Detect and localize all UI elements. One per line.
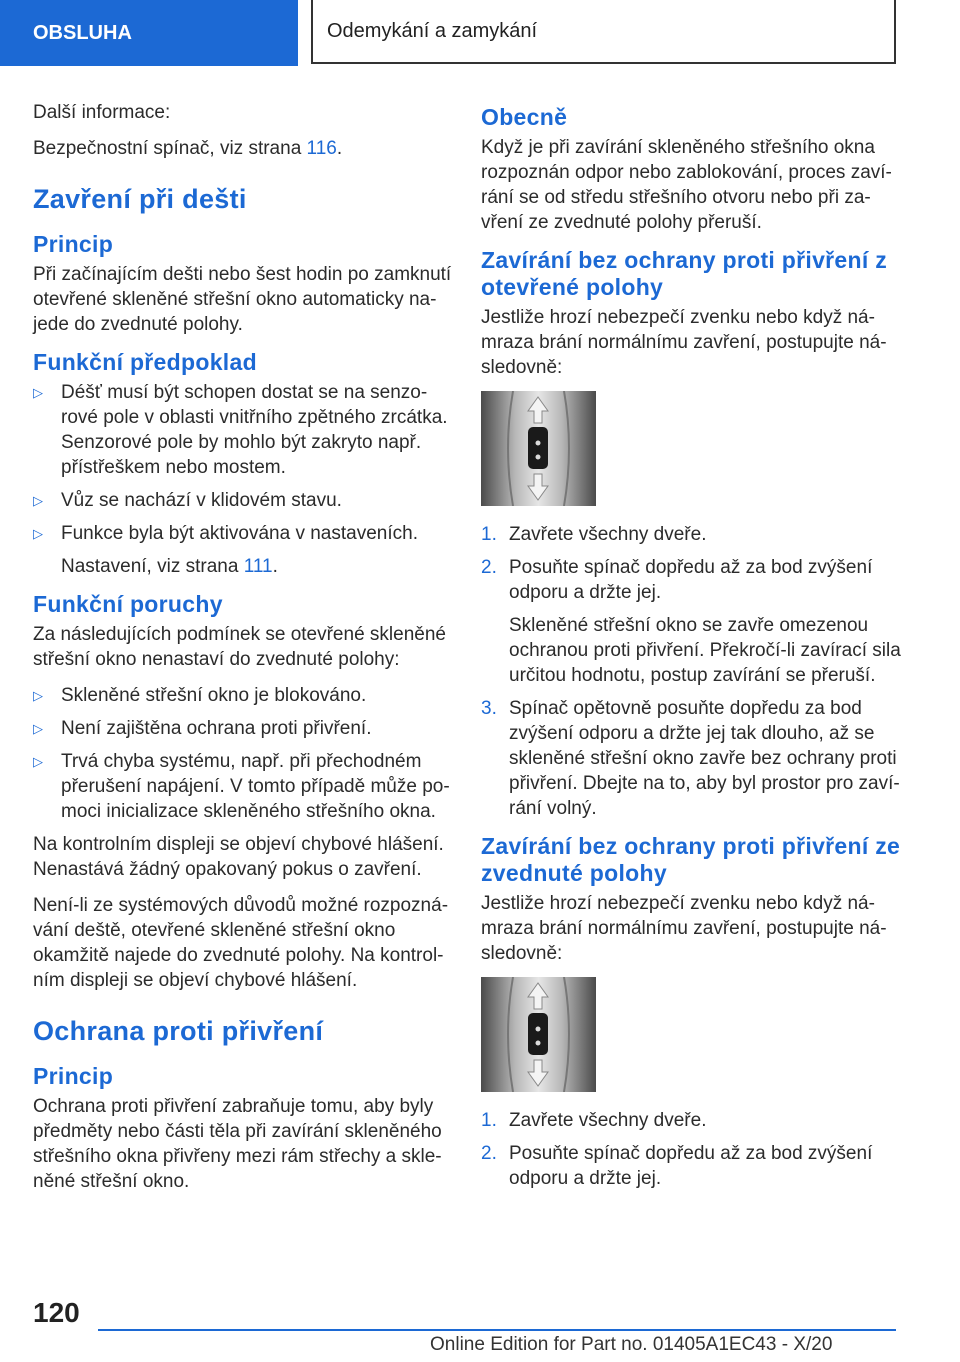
more-info-label: Další informace: xyxy=(33,102,171,123)
triangle-right-icon: ▷ xyxy=(33,493,43,508)
step-item xyxy=(481,522,901,547)
general-heading: Obecně xyxy=(481,104,568,130)
pinch-principle-heading: Princip xyxy=(33,1063,114,1089)
roof-switch-illustration xyxy=(481,391,596,506)
triangle-right-icon: ▷ xyxy=(33,526,43,541)
step-item xyxy=(481,555,901,688)
fault-list xyxy=(33,683,453,824)
fault-heading: Funkční poruchy xyxy=(33,591,223,617)
rain-principle-heading: Princip xyxy=(33,231,114,257)
section-tab: OBSLUHA xyxy=(0,0,298,66)
list-item xyxy=(33,488,453,513)
ref-end: . xyxy=(272,556,278,577)
prerequisite-heading: Funkční předpoklad xyxy=(33,349,257,375)
step-text: Spínač opětovně posuňte dopředu za bod zvýšení odporu a držte jej tak dlouho, až se skleněné střešní okno zavře bez ochrany proti přivření. Dbejte na to, aby byl prostor pro zaví-rání volný. xyxy=(509,698,900,819)
list-item-text: Skleněné střešní okno je blokováno. xyxy=(61,685,367,706)
ref-text: Nastavení, viz strana xyxy=(61,556,244,577)
rain-closing-heading: Zavření při dešti xyxy=(33,184,247,214)
open-closing-intro: Jestliže hrozí nebezpečí zvenku nebo když ná-mraza brání normálnímu zavření, postupujte ná-sledovně: xyxy=(481,307,887,378)
open-closing-steps xyxy=(481,522,901,821)
pinch-principle-text: Ochrana proti přivření zabraňuje tomu, aby byly předměty nebo části těla při zavírání skleněného střešního okna přivřeny mezi rám střechy a skle-něné střešní okno. xyxy=(33,1096,442,1192)
page-link-116[interactable]: 116 xyxy=(306,138,337,159)
list-item xyxy=(33,749,453,824)
ref-end: . xyxy=(336,138,343,159)
step-item xyxy=(481,1141,901,1191)
step-text: Posuňte spínač dopředu až za bod zvýšení odporu a držte jej. xyxy=(509,557,873,603)
fault-message-2: Není-li ze systémových důvodů možné rozpozná-vání deště, otevřené skleněné střešní okno okamžitě najede do zvednuté polohy. Na kontrol-ním displeji se objeví chybové hlášení. xyxy=(33,895,449,991)
list-item xyxy=(33,683,453,708)
rain-principle-text: Při začínajícím dešti nebo šest hodin po zamknutí otevřené skleněné střešní okno automaticky na-jede do zvednuté polohy. xyxy=(33,264,452,335)
list-item-text: Trvá chyba systému, např. při přechodném přerušení napájení. V tomto případě může po-moci inicializace skleněného střešního okna. xyxy=(61,751,450,822)
step-text: Zavřete všechny dveře. xyxy=(509,524,707,545)
list-item xyxy=(33,380,453,480)
triangle-right-icon: ▷ xyxy=(33,754,43,769)
raised-closing-intro: Jestliže hrozí nebezpečí zvenku nebo když ná-mraza brání normálnímu zavření, postupujte ná-sledovně: xyxy=(481,893,887,964)
step-number: 2. xyxy=(481,1143,497,1164)
triangle-right-icon: ▷ xyxy=(33,385,43,400)
general-text: Když je při zavírání skleněného střešního okna rozpoznán odpor nebo zablokování, proces zaví-rání se od středu střešního otvoru nebo při za-vření ze zvednuté polohy přeruší. xyxy=(481,137,892,233)
step-item xyxy=(481,696,901,821)
list-item xyxy=(33,521,453,579)
step-number: 3. xyxy=(481,698,497,719)
triangle-right-icon: ▷ xyxy=(33,688,43,703)
footer-divider xyxy=(98,1329,896,1331)
pinch-protection-heading: Ochrana proti přivření xyxy=(33,1016,324,1046)
prerequisite-list xyxy=(33,380,453,579)
list-item-text: Déšť musí být schopen dostat se na senzo-rové pole v oblasti vnitřního zpětného zrcátka. Senzorové pole by mohlo být zakryto např. přístřeškem nebo mostem. xyxy=(61,382,448,478)
page-number: 120 xyxy=(33,1297,80,1328)
step-note: Skleněné střešní okno se zavře omezenou ochranou proti přivření. Překročí-li zavírací sila určitou hodnotu, postup zavírání se přeruší. xyxy=(509,615,901,686)
list-item xyxy=(33,716,453,741)
list-item-text: Funkce byla být aktivována v nastaveních. xyxy=(61,523,418,544)
page-header xyxy=(0,0,960,66)
step-number: 1. xyxy=(481,524,497,545)
roof-switch-illustration xyxy=(481,977,596,1092)
safety-switch-ref xyxy=(33,136,453,161)
triangle-right-icon: ▷ xyxy=(33,721,43,736)
open-closing-heading: Zavírání bez ochrany proti přivření z otevřené polohy xyxy=(481,247,888,300)
fault-message-1: Na kontrolním displeji se objeví chybové hlášení. Nenastává žádný opakovaný pokus o zavření. xyxy=(33,834,444,880)
chapter-title: Odemykání a zamykání xyxy=(311,0,896,64)
step-item xyxy=(481,1108,901,1133)
edition-note: Online Edition for Part no. 01405A1EC43 - X/20 xyxy=(430,1334,833,1355)
step-text: Zavřete všechny dveře. xyxy=(509,1110,707,1131)
step-number: 2. xyxy=(481,557,497,578)
step-number: 1. xyxy=(481,1110,497,1131)
fault-intro: Za následujících podmínek se otevřené skleněné střešní okno nenastaví do zvednuté polohy: xyxy=(33,624,446,670)
step-text: Posuňte spínač dopředu až za bod zvýšení odporu a držte jej. xyxy=(509,1143,873,1189)
ref-text: Bezpečnostní spínač, viz strana xyxy=(33,138,307,159)
left-column xyxy=(33,100,453,1205)
list-item-text: Vůz se nachází v klidovém stavu. xyxy=(61,490,342,511)
settings-ref xyxy=(61,554,453,579)
list-item-text: Není zajištěna ochrana proti přivření. xyxy=(61,718,372,739)
raised-closing-heading: Zavírání bez ochrany proti přivření ze zvednuté polohy xyxy=(481,833,901,886)
page-link-111[interactable]: 111 xyxy=(243,556,273,577)
right-column xyxy=(481,100,901,1199)
raised-closing-steps xyxy=(481,1108,901,1191)
